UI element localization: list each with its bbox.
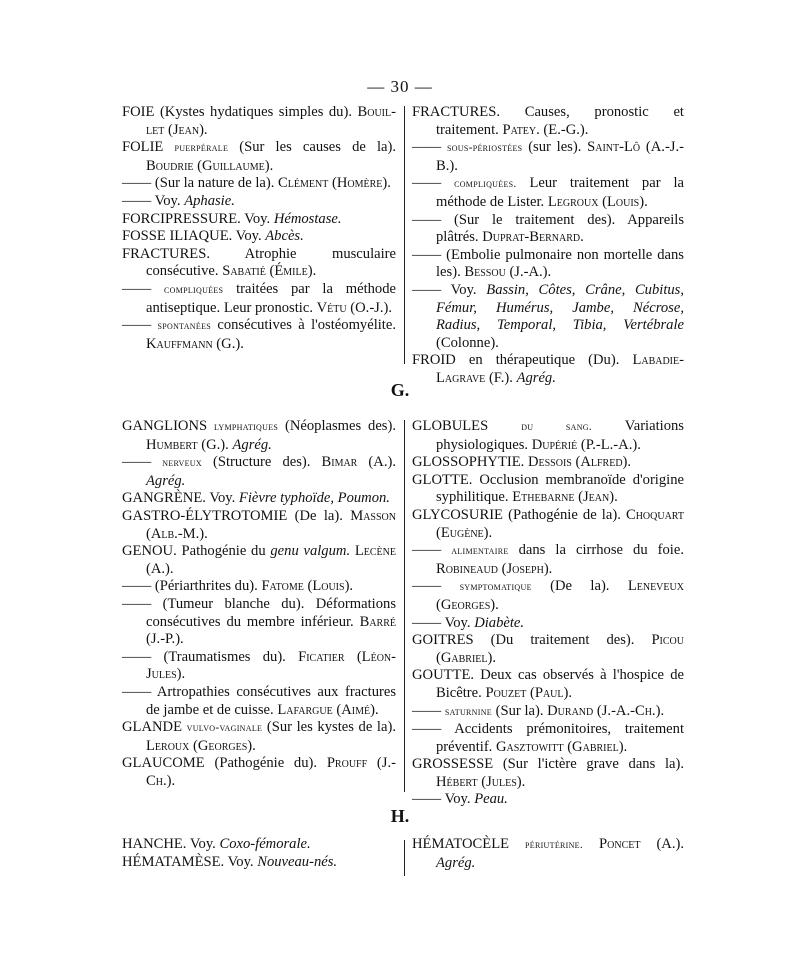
entry-qualifier: symptomatique bbox=[459, 581, 532, 594]
entry-text: (De la). bbox=[550, 578, 610, 595]
entry-rank: Agrég. bbox=[516, 369, 556, 386]
entry-text: Pathogénie du bbox=[181, 543, 266, 560]
index-entry bbox=[122, 317, 396, 353]
entry-text: (sur les). bbox=[528, 139, 582, 156]
entry-author: Dupérié (P.-L.-A.). bbox=[531, 436, 641, 453]
entry-author: Boudrie (Guillaume). bbox=[146, 157, 274, 174]
index-entry bbox=[412, 418, 684, 454]
index-entry bbox=[122, 836, 396, 854]
entry-text: (Embolie pulmonaire non mortelle dans les). bbox=[436, 246, 684, 281]
entry-heading: HÉMATOCÈLE bbox=[412, 836, 510, 852]
entry-reference: Fièvre typhoïde, Poumon. bbox=[238, 490, 390, 507]
entry-author: Picou (Gabriel). bbox=[436, 632, 684, 666]
entry-heading: GLOTTE. bbox=[412, 471, 473, 488]
entry-text: (Pathogénie de la). bbox=[508, 506, 621, 523]
index-entry bbox=[122, 755, 396, 790]
entry-text: (De la). bbox=[294, 507, 343, 524]
entry-author: Saint-Lô (A.-J.-B.). bbox=[436, 139, 684, 174]
entry-text: consécutives à l'ostéomyélite. bbox=[217, 317, 396, 334]
entry-author: Patey. (E.-G.). bbox=[502, 121, 589, 138]
index-column-g-right bbox=[412, 418, 684, 809]
entry-author: Legroux (Louis). bbox=[547, 193, 648, 210]
entry-heading: GLYCOSURIE bbox=[412, 506, 503, 523]
index-entry bbox=[122, 578, 396, 596]
entry-heading: —— bbox=[122, 454, 152, 471]
entry-text: Voy. bbox=[154, 192, 181, 209]
index-column-top-right bbox=[412, 104, 684, 388]
index-entry bbox=[412, 175, 684, 211]
entry-text: Variations physiologiques. bbox=[436, 418, 684, 453]
index-entry bbox=[412, 139, 684, 175]
index-entry bbox=[412, 615, 684, 633]
entry-heading: —— bbox=[122, 578, 152, 595]
entry-author: Poncet (A.). bbox=[599, 836, 685, 852]
entry-text: Voy. bbox=[244, 210, 271, 227]
entry-rank: Agrég. bbox=[436, 854, 476, 871]
entry-qualifier: alimentaire bbox=[451, 545, 509, 558]
index-entry bbox=[122, 281, 396, 317]
entry-author: Duprat-Bernard. bbox=[482, 229, 584, 246]
entry-author: Dessois (Alfred). bbox=[527, 454, 632, 471]
entry-text: Leur traitement par la méthode de Lister. bbox=[436, 175, 684, 210]
entry-author: Lecène (A.). bbox=[146, 543, 396, 577]
index-entry bbox=[122, 228, 396, 246]
entry-text: en thérapeutique (Du). bbox=[468, 352, 620, 369]
index-entry bbox=[412, 454, 684, 472]
entry-heading: —— bbox=[412, 246, 442, 263]
index-entry bbox=[122, 175, 396, 193]
index-entry bbox=[412, 632, 684, 667]
entry-reference: Coxo-fémorale. bbox=[219, 836, 311, 852]
entry-text: (Sur la nature de la). bbox=[154, 175, 275, 192]
entry-text: (Sur les causes de la). bbox=[239, 139, 396, 156]
entry-heading: GANGLIONS bbox=[122, 418, 208, 434]
entry-author: Ethebarne (Jean). bbox=[512, 489, 618, 506]
index-entry bbox=[122, 454, 396, 490]
index-entry bbox=[122, 543, 396, 578]
entry-author: Hébert (Jules). bbox=[436, 773, 526, 790]
entry-text: (Sur le traitement des). Appareils plâtrés. bbox=[436, 211, 685, 246]
index-entry bbox=[122, 508, 396, 543]
entry-text: Accidents prémonitoires, traitement préventif. bbox=[436, 721, 685, 755]
entry-author: Bessou (J.-A.). bbox=[464, 264, 552, 281]
entry-reference: Diabète. bbox=[474, 614, 525, 631]
index-column-h-right bbox=[412, 836, 684, 872]
entry-heading: —— bbox=[412, 139, 442, 156]
index-entry bbox=[122, 418, 396, 454]
index-entry bbox=[122, 139, 396, 175]
entry-text: (Sur la). bbox=[495, 702, 544, 719]
entry-text: Voy. bbox=[444, 791, 471, 808]
index-column-top-left bbox=[122, 104, 396, 353]
entry-heading: FRACTURES. bbox=[412, 104, 500, 120]
entry-author: Vétu (O.-J.). bbox=[316, 299, 393, 316]
entry-qualifier: saturnine bbox=[444, 705, 492, 718]
entry-qualifier: compliquées bbox=[163, 283, 224, 296]
entry-text: Voy. bbox=[235, 228, 262, 245]
entry-text: (Structure des). bbox=[213, 454, 311, 471]
entry-reference: Peau. bbox=[474, 791, 508, 808]
entry-author: Fatome (Louis). bbox=[261, 578, 354, 595]
entry-author: Sabatié (Émile). bbox=[222, 263, 317, 280]
entry-text: traitées par la méthode antiseptique. Leur pronostic. bbox=[146, 280, 397, 316]
entry-reference: Hémostase. bbox=[273, 210, 342, 227]
entry-text: (Du traitement des). bbox=[490, 632, 635, 649]
entry-qualifier: compliquées. bbox=[454, 178, 517, 191]
column-divider bbox=[404, 106, 405, 364]
entry-heading: —— bbox=[122, 683, 152, 700]
entry-text: Voy. bbox=[444, 614, 471, 631]
entry-text: (Tumeur blanche du). Déformations consécutives du membre inférieur. bbox=[146, 595, 396, 630]
index-entry bbox=[412, 472, 684, 507]
entry-rank: Agrég. bbox=[232, 436, 272, 453]
entry-heading: HANCHE. bbox=[122, 836, 187, 852]
index-entry bbox=[412, 542, 684, 578]
index-column-h-left bbox=[122, 836, 396, 871]
entry-heading: FOSSE ILIAQUE. bbox=[122, 228, 233, 245]
entry-author: Prouff (J.-Ch.). bbox=[146, 755, 396, 789]
index-entry bbox=[122, 854, 396, 872]
index-entry bbox=[412, 721, 684, 756]
page-number: — 30 — bbox=[367, 77, 433, 96]
section-letter-g: G. bbox=[390, 380, 410, 400]
section-letter-h: H. bbox=[390, 806, 410, 826]
entry-reference: Abcès. bbox=[265, 228, 304, 245]
entry-heading: —— bbox=[122, 317, 152, 334]
index-entry bbox=[412, 703, 684, 722]
entry-author: Clément (Homère). bbox=[278, 175, 391, 192]
index-entry bbox=[122, 649, 396, 684]
entry-text: Voy. bbox=[450, 281, 477, 298]
index-entry bbox=[122, 490, 396, 508]
entry-qualifier: du sang. bbox=[521, 421, 593, 433]
index-entry bbox=[412, 756, 684, 791]
entry-heading: —— bbox=[122, 175, 152, 192]
entry-author: Masson (Alb.-M.). bbox=[146, 507, 396, 542]
entry-reference: Nouveau-nés. bbox=[257, 853, 338, 870]
entry-qualifier: périutérine. bbox=[525, 839, 584, 851]
entry-text: Voy. bbox=[227, 853, 254, 870]
entry-reference: Bassin, Côtes, Crâne, Cubitus, Fémur, Humérus, Jambe, Nécrose, Radius, Temporal, Tibia, Vertébrale bbox=[436, 281, 685, 334]
index-entry bbox=[122, 596, 396, 649]
index-entry bbox=[412, 104, 684, 139]
entry-reference: Aphasie. bbox=[184, 192, 235, 209]
entry-author: Robineaud (Joseph). bbox=[436, 560, 553, 577]
index-entry bbox=[122, 211, 396, 229]
entry-qualifier: lymphatiques bbox=[214, 421, 279, 433]
entry-author: Kauffmann (G.). bbox=[146, 335, 244, 352]
index-entry bbox=[122, 684, 396, 719]
index-entry bbox=[122, 246, 396, 281]
entry-author: Choquart (Eugène). bbox=[436, 506, 684, 541]
entry-author: Gasztowitt (Gabriel). bbox=[495, 738, 628, 755]
entry-heading: GASTRO-ÉLYTROTOMIE bbox=[122, 507, 288, 524]
entry-heading: —— bbox=[412, 702, 442, 719]
entry-author: Pouzet (Paul). bbox=[485, 684, 573, 701]
index-entry bbox=[412, 247, 684, 282]
entry-text: Occlusion membranoïde d'origine syphilitique. bbox=[436, 471, 684, 506]
index-entry bbox=[412, 667, 684, 702]
entry-heading: GANGRÈNE. bbox=[122, 490, 206, 507]
entry-heading: FOLIE bbox=[122, 139, 164, 156]
entry-text: Atrophie musculaire consécutive. bbox=[146, 245, 396, 280]
entry-heading: —— bbox=[412, 175, 442, 192]
entry-text: (Périarthrites du). bbox=[154, 578, 258, 595]
entry-text: (Pathogénie du). bbox=[214, 755, 318, 772]
entry-author: Bimar (A.). bbox=[321, 454, 396, 471]
entry-text: Deux cas observés à l'hospice de Bicêtre. bbox=[436, 667, 684, 701]
entry-author: Barré (J.-P.). bbox=[146, 613, 396, 648]
entry-heading: FROID bbox=[412, 352, 456, 369]
entry-qualifier: spontanées bbox=[157, 320, 212, 333]
entry-author: Labadie-Lagrave (F.). bbox=[436, 352, 684, 386]
column-divider bbox=[404, 420, 405, 792]
index-entry bbox=[412, 507, 684, 542]
entry-text: Artropathies consécutives aux fractures de jambe et de cuisse. bbox=[146, 683, 397, 718]
entry-rank: Agrég. bbox=[146, 472, 186, 489]
entry-heading: —— bbox=[412, 578, 442, 595]
entry-text: Causes, pronostic et traitement. bbox=[436, 104, 684, 138]
entry-text: (Colonne). bbox=[436, 334, 499, 351]
entry-author: Lafargue (Aimé). bbox=[277, 701, 379, 718]
entry-heading: —— bbox=[412, 211, 442, 228]
entry-heading: —— bbox=[412, 791, 442, 808]
entry-reference: genu valgum. bbox=[270, 543, 351, 560]
entry-heading: GOITRES bbox=[412, 632, 474, 649]
entry-heading: GLOBULES bbox=[412, 418, 489, 434]
index-entry bbox=[412, 282, 684, 352]
entry-heading: FOIE (Kystes hydatiques simples du). bbox=[122, 104, 352, 120]
entry-heading: FORCIPRESSURE. bbox=[122, 210, 241, 227]
entry-text: dans la cirrhose du foie. bbox=[518, 542, 684, 559]
entry-heading: GENOU. bbox=[122, 543, 177, 560]
entry-author: Leroux (Georges). bbox=[146, 737, 256, 754]
entry-text: Voy. bbox=[189, 836, 216, 852]
entry-qualifier: puerpérale bbox=[174, 142, 229, 155]
entry-text: (Néoplasmes des). bbox=[285, 418, 396, 434]
index-entry bbox=[412, 836, 684, 872]
entry-heading: —— bbox=[412, 542, 442, 559]
entry-text: Voy. bbox=[209, 490, 236, 507]
entry-qualifier: vulvo-vaginale bbox=[186, 722, 263, 735]
index-entry bbox=[122, 193, 396, 211]
index-column-g-left bbox=[122, 418, 396, 790]
entry-heading: HÉMATAMÈSE. bbox=[122, 853, 225, 870]
entry-text: (Traumatismes du). bbox=[163, 648, 286, 665]
index-entry bbox=[122, 719, 396, 755]
entry-heading: —— bbox=[122, 595, 152, 612]
entry-qualifier: sous-périostées bbox=[446, 142, 523, 155]
entry-author: Bouil-let (Jean). bbox=[146, 104, 396, 138]
index-entry bbox=[412, 212, 684, 247]
entry-heading: —— bbox=[122, 648, 152, 665]
entry-heading: —— bbox=[122, 280, 152, 297]
column-divider bbox=[404, 840, 405, 876]
index-entry bbox=[412, 578, 684, 614]
entry-text: (Sur l'ictère grave dans la). bbox=[502, 756, 684, 773]
entry-heading: GOUTTE. bbox=[412, 667, 475, 684]
entry-heading: GROSSESSE bbox=[412, 756, 494, 773]
entry-heading: FRACTURES. bbox=[122, 245, 210, 262]
entry-heading: GLAUCOME bbox=[122, 755, 205, 772]
entry-heading: —— bbox=[412, 281, 442, 298]
entry-author: Leneveux (Georges). bbox=[436, 578, 684, 613]
entry-heading: GLANDE bbox=[122, 719, 182, 736]
entry-author: Ficatier (Léon-Jules). bbox=[146, 648, 396, 683]
entry-author: Durand (J.-A.-Ch.). bbox=[547, 702, 665, 719]
entry-author: Humbert (G.). bbox=[146, 436, 229, 453]
index-entry bbox=[122, 104, 396, 139]
entry-heading: —— bbox=[412, 614, 442, 631]
entry-heading: GLOSSOPHYTIE. bbox=[412, 454, 525, 471]
entry-text: (Sur les kystes de la). bbox=[266, 719, 396, 736]
entry-heading: —— bbox=[122, 192, 152, 209]
entry-qualifier: nerveux bbox=[162, 457, 202, 470]
entry-heading: —— bbox=[412, 721, 442, 738]
